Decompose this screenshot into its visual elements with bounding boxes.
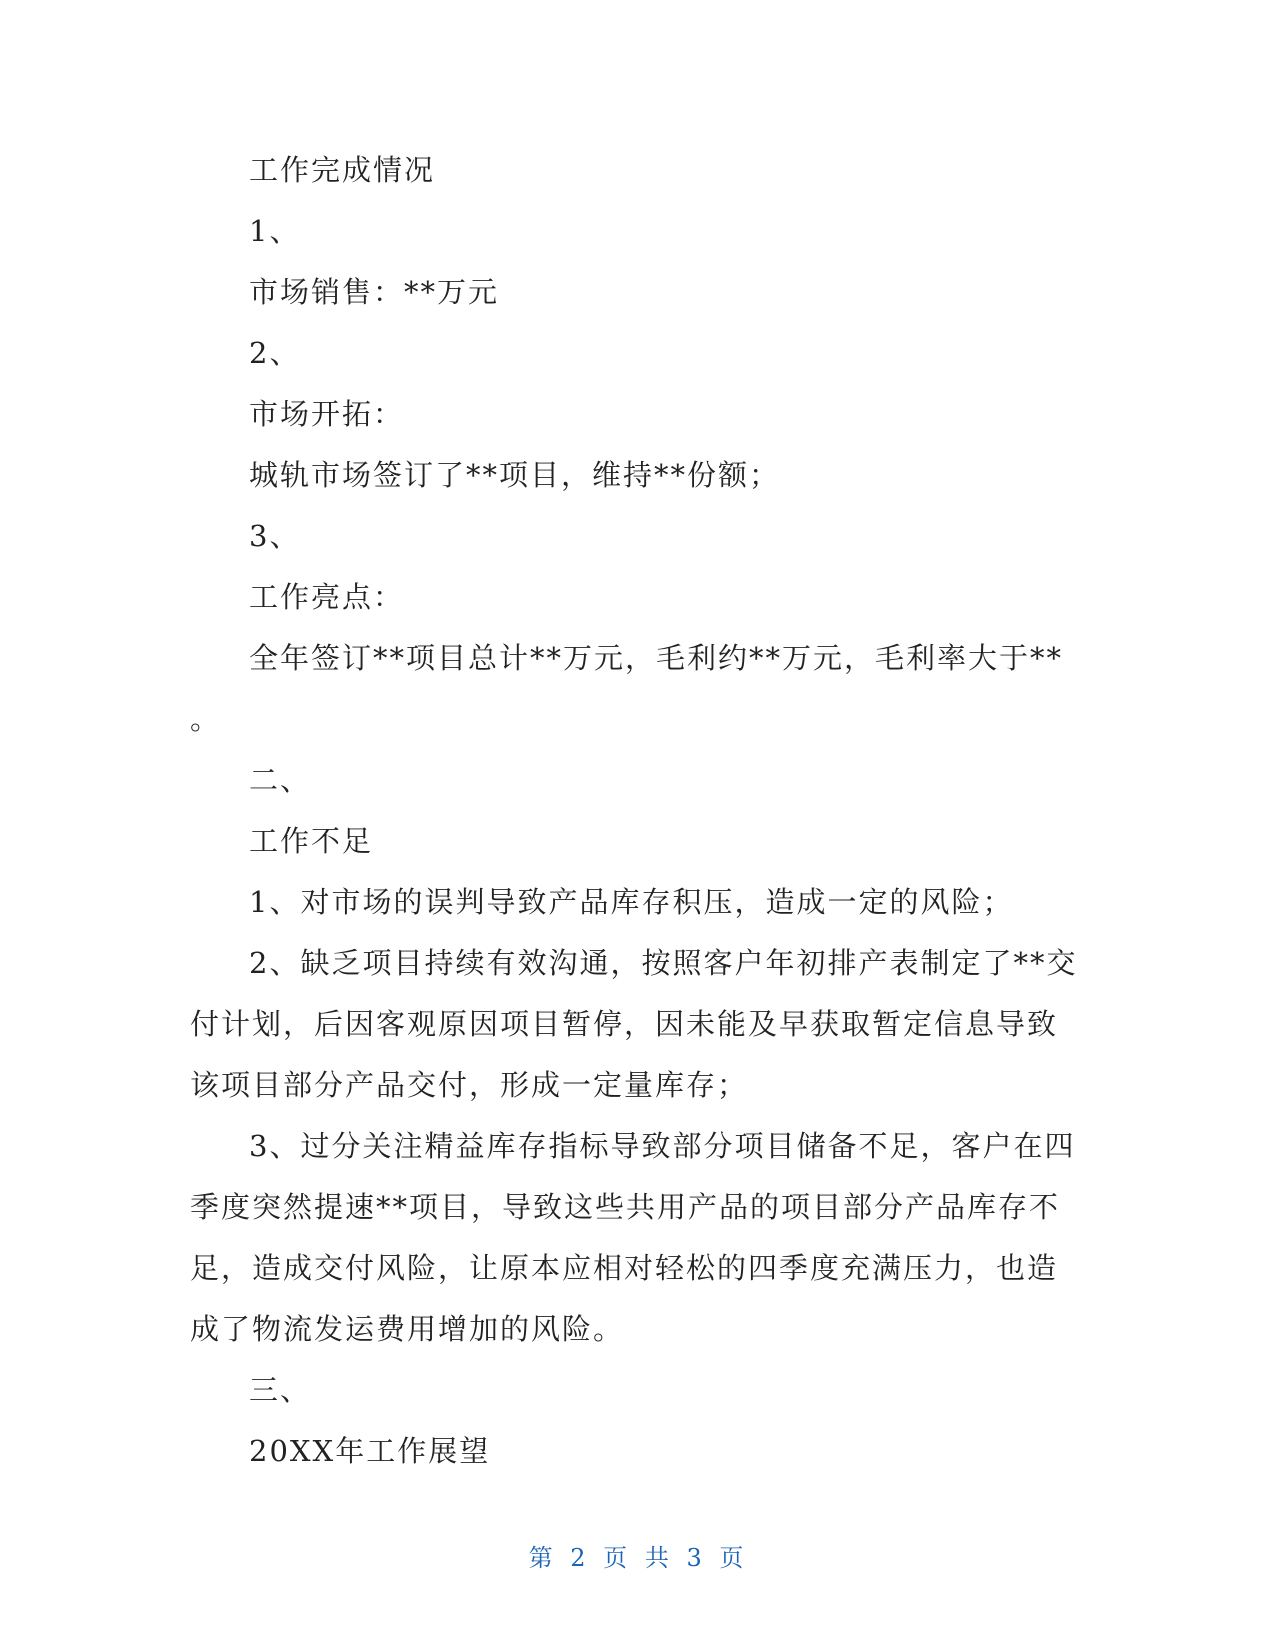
item-number: 3、 [249,519,301,553]
body-text: 足，造成交付风险，让原本应相对轻松的四季度充满压力，也造 [190,1251,1059,1285]
item-label: 市场开拓： [249,397,405,431]
footer-page-word: 页 [603,1544,631,1572]
body-text: 成了物流发运费用增加的风险。 [190,1312,625,1346]
body-text: 该项目部分产品交付，形成一定量库存； [190,1068,749,1102]
body-text: 全年签订**项目总计**万元，毛利约**万元，毛利率大于** [249,641,1064,675]
footer-total-word: 共 [644,1544,672,1572]
total-pages-number: 3 [686,1544,705,1572]
body-text: 2、缺乏项目持续有效沟通，按照客户年初排产表制定了**交 [249,946,1078,980]
document-body [190,140,1078,1482]
body-text: 城轨市场签订了**项目，维持**份额； [249,458,781,492]
body-text: 1、对市场的误判导致产品库存积压，造成一定的风险； [249,885,1014,919]
item-label: 工作亮点： [249,580,405,614]
section-heading: 工作完成情况 [249,153,436,187]
body-text: 3、过分关注精益库存指标导致部分项目储备不足，客户在四 [249,1129,1076,1163]
section-number: 三、 [249,1373,312,1407]
item-number: 2、 [249,336,301,370]
section-number: 二、 [249,763,312,797]
page-footer [0,1538,1275,1573]
current-page-number: 2 [570,1544,589,1572]
section-heading: 工作不足 [249,824,374,858]
body-text: 。 [190,702,222,736]
footer-prefix: 第 [528,1544,556,1572]
section-heading: 20XX年工作展望 [249,1434,491,1468]
footer-suffix: 页 [719,1544,747,1572]
item-label: 市场销售：**万元 [249,275,500,309]
body-text: 季度突然提速**项目，导致这些共用产品的项目部分产品库存不 [190,1190,1061,1224]
item-number: 1、 [249,214,301,248]
body-text: 付计划，后因客观原因项目暂停，因未能及早获取暂定信息导致 [190,1007,1059,1041]
